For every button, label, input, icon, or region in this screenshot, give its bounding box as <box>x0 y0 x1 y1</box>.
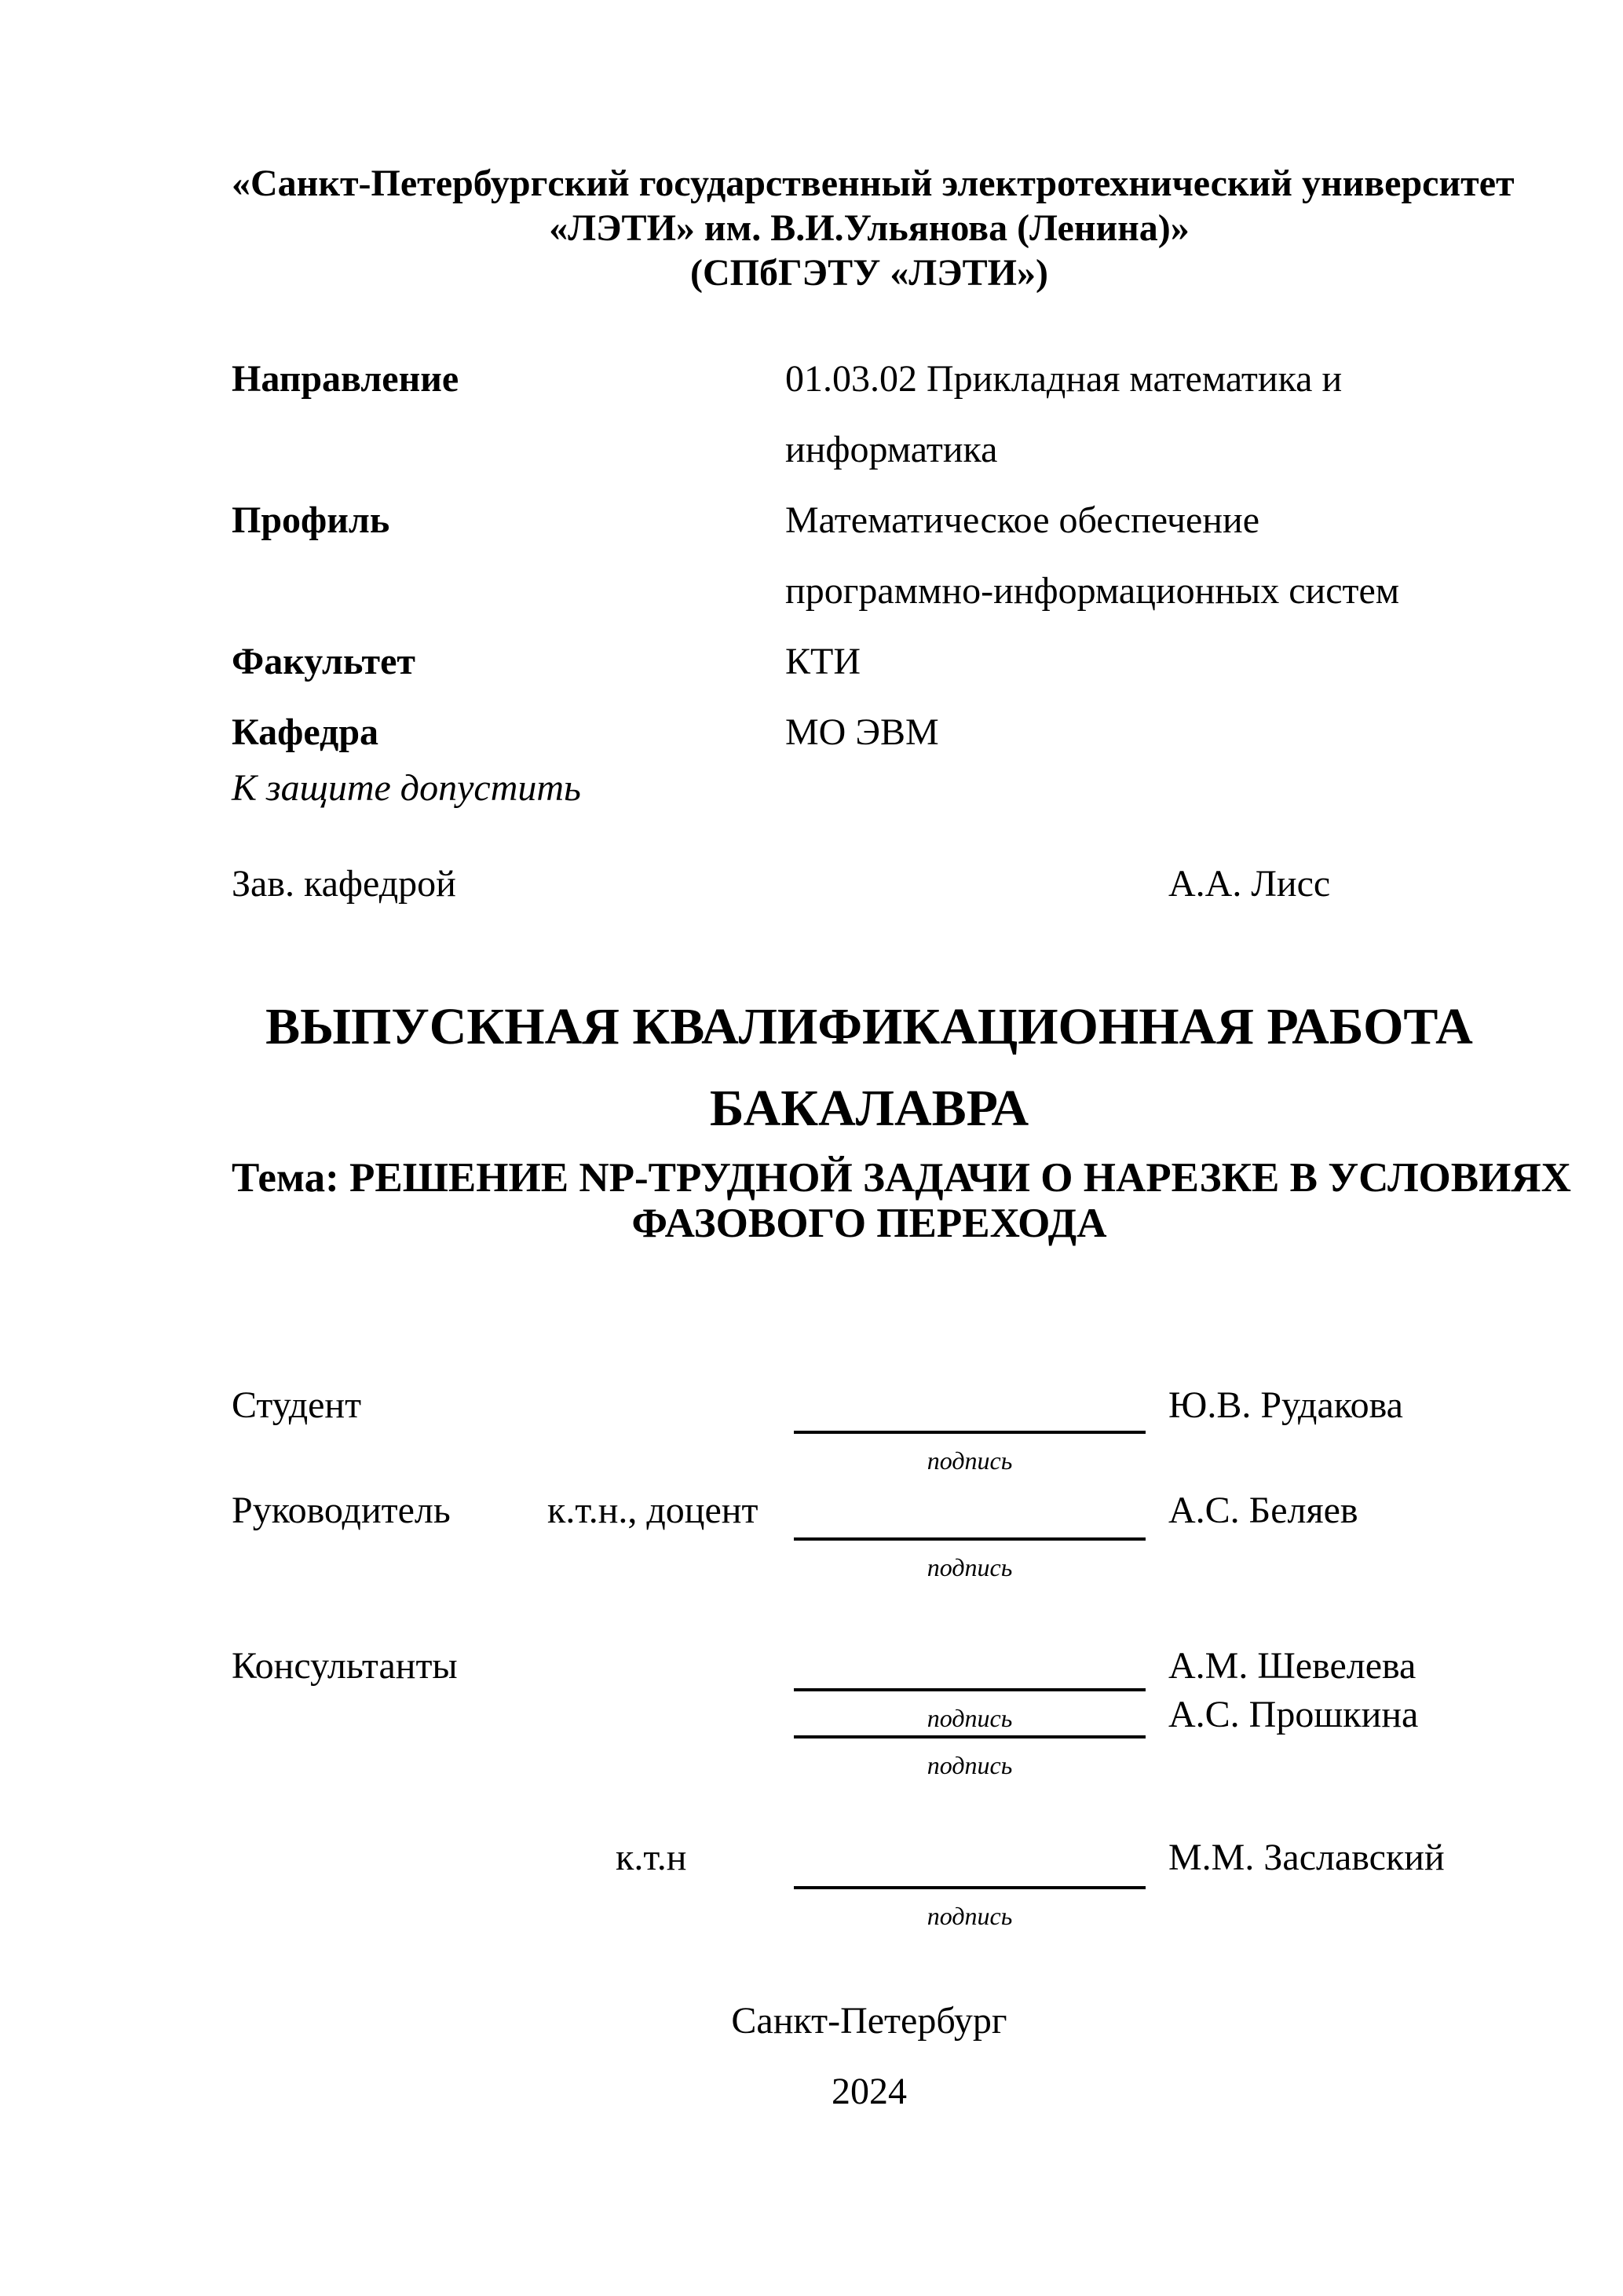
field-value-direction-line-2: информатика <box>785 429 998 470</box>
signature-line <box>794 1735 1146 1738</box>
university-abbreviation-line: (СПбГЭТУ «ЛЭТИ») <box>690 252 1048 294</box>
signatory-qualification-consultant-3: к.т.н <box>616 1837 687 1878</box>
signature-line <box>794 1537 1146 1541</box>
field-row-faculty <box>232 640 1507 711</box>
field-label-direction: Направление <box>232 358 459 400</box>
theme-line-2: ФАЗОВОГО ПЕРЕХОДА <box>631 1201 1107 1246</box>
work-title-line-2: БАКАЛАВРА <box>709 1080 1029 1137</box>
theme-line-1: Тема: РЕШЕНИЕ NP-ТРУДНОЙ ЗАДАЧИ О НАРЕЗКЕ В УСЛОВИЯХ <box>232 1155 1571 1201</box>
signatory-name-consultant-1: А.М. Шевелева <box>1168 1645 1416 1687</box>
signatory-name-consultant-2: А.С. Прошкина <box>1168 1694 1419 1735</box>
signatory-name-consultant-3: М.М. Заславский <box>1168 1837 1445 1878</box>
field-label-department: Кафедра <box>232 711 379 753</box>
footer-city: Санкт-Петербург <box>731 2000 1007 2042</box>
field-row-direction <box>232 357 1507 428</box>
signature-row-student <box>232 1384 1507 1486</box>
field-value-department: МО ЭВМ <box>785 711 939 753</box>
signatory-role-consultants: Консультанты <box>232 1645 458 1687</box>
signature-line <box>794 1886 1146 1889</box>
signature-line <box>794 1431 1146 1434</box>
signature-caption: подпись <box>927 1553 1013 1581</box>
field-value-profile-line-2: программно-информационных систем <box>785 570 1400 612</box>
department-head-label: Зав. кафедрой <box>232 863 456 905</box>
field-row-direction-wrap <box>232 428 1507 499</box>
field-value-direction-line-1: 01.03.02 Прикладная математика и <box>785 358 1343 400</box>
signature-caption: подпись <box>927 1704 1013 1732</box>
university-header <box>232 161 1515 295</box>
field-value-faculty: КТИ <box>785 641 861 682</box>
field-value-profile-line-1: Математическое обеспечение <box>785 499 1260 541</box>
signature-caption: подпись <box>927 1902 1013 1930</box>
signature-row-supervisor <box>232 1489 1507 1591</box>
signatory-qualification-supervisor: к.т.н., доцент <box>547 1490 758 1531</box>
university-name-line-2: «ЛЭТИ» им. В.И.Ульянова (Ленина)» <box>549 207 1190 249</box>
work-title-line-1: ВЫПУСКНАЯ КВАЛИФИКАЦИОННАЯ РАБОТА <box>265 998 1473 1055</box>
signature-row-consultant-3 <box>232 1836 1507 1938</box>
admit-to-defense-line: К защите допустить <box>232 767 581 809</box>
department-head-row <box>232 862 1507 905</box>
field-label-profile: Профиль <box>232 499 390 541</box>
field-label-faculty: Факультет <box>232 641 415 682</box>
signature-caption: подпись <box>927 1446 1013 1475</box>
university-name-line-1: «Санкт-Петербургский государственный электротехнический университет <box>232 163 1515 204</box>
signature-line <box>794 1688 1146 1691</box>
signatory-name-student: Ю.В. Рудакова <box>1168 1384 1403 1426</box>
signatory-name-supervisor: А.С. Беляев <box>1168 1490 1358 1531</box>
signature-caption: подпись <box>927 1751 1013 1779</box>
field-row-profile <box>232 499 1507 569</box>
footer-year: 2024 <box>832 2071 907 2112</box>
signatory-role-supervisor: Руководитель <box>232 1490 451 1531</box>
field-row-profile-wrap <box>232 569 1507 640</box>
signatory-role-student: Студент <box>232 1384 362 1426</box>
signature-row-consultant-2 <box>232 1693 1507 1795</box>
department-head-name: А.А. Лисс <box>1168 863 1331 905</box>
